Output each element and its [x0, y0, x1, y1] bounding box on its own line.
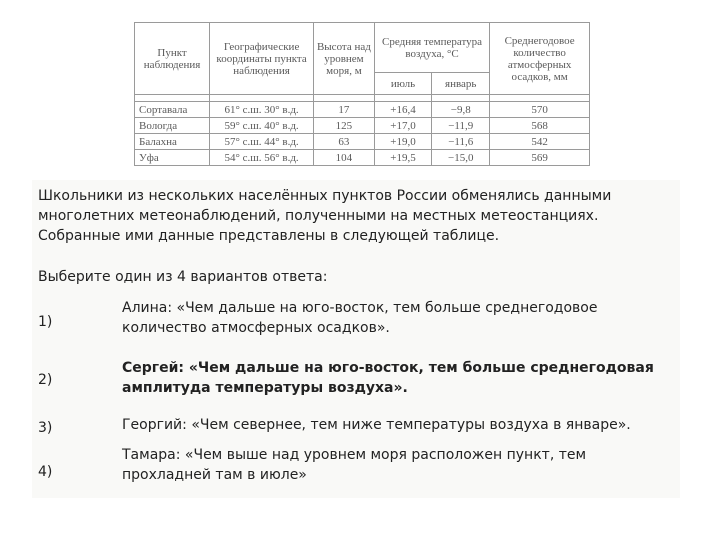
header-altitude: Высота над уровнем моря, м: [314, 23, 375, 95]
cell-july: +19,5: [374, 150, 431, 166]
cell-july: +19,0: [374, 134, 431, 150]
option-text: Алина: «Чем дальше на юго-восток, тем больше среднегодовое количество атмосферных осадков».: [122, 300, 598, 336]
cell-altitude: 104: [314, 150, 375, 166]
cell-precipitation: 568: [490, 118, 590, 134]
intro-text: Школьники из нескольких населённых пунктов России обменялись данными многолетних метеонаблюдений, полученными на местных метеостанциях. Собранные ими данные представлены в следующей таблице.: [38, 188, 612, 244]
option-text: Георгий: «Чем севернее, тем ниже температуры воздуха в январе».: [122, 417, 631, 433]
cell-january: −11,6: [432, 134, 490, 150]
header-july: июль: [374, 73, 431, 95]
cell-coords: 59° с.ш. 40° в.д.: [210, 118, 314, 134]
cell-station: Балахна: [135, 134, 210, 150]
header-january: январь: [432, 73, 490, 95]
cell-coords: 61° с.ш. 30° в.д.: [210, 102, 314, 118]
header-station: Пункт наблюдения: [135, 23, 210, 95]
option-number: 3): [38, 420, 53, 436]
cell-station: Уфа: [135, 150, 210, 166]
cell-coords: 57° с.ш. 44° в.д.: [210, 134, 314, 150]
cell-july: +17,0: [374, 118, 431, 134]
table-row: [135, 102, 590, 118]
cell-precipitation: 570: [490, 102, 590, 118]
header-coords: Географические координаты пункта наблюдения: [210, 23, 314, 95]
table-row: [135, 134, 590, 150]
cell-precipitation: 569: [490, 150, 590, 166]
table-row: [135, 118, 590, 134]
cell-station: Сортавала: [135, 102, 210, 118]
header-precipitation: Среднегодовое количество атмосферных осадков, мм: [490, 23, 590, 95]
option-text: Сергей: «Чем дальше на юго-восток, тем больше среднегодовая амплитуда температуры воздуха».: [122, 360, 654, 396]
cell-january: −15,0: [432, 150, 490, 166]
cell-july: +16,4: [374, 102, 431, 118]
table-row: [135, 150, 590, 166]
question-panel: [32, 180, 680, 498]
climate-table-container: [134, 22, 590, 166]
cell-altitude: 125: [314, 118, 375, 134]
cell-january: −9,8: [432, 102, 490, 118]
cell-station: Вологда: [135, 118, 210, 134]
option-number: 4): [38, 464, 53, 480]
option-text: Тамара: «Чем выше над уровнем моря расположен пункт, тем прохладней там в июле»: [122, 447, 587, 483]
cell-precipitation: 542: [490, 134, 590, 150]
answer-prompt: Выберите один из 4 вариантов ответа:: [38, 269, 328, 285]
climate-table: [134, 22, 590, 166]
option-number: 2): [38, 372, 53, 388]
header-temperature: Средняя температура воздуха, °С: [374, 23, 489, 73]
cell-altitude: 17: [314, 102, 375, 118]
option-number: 1): [38, 314, 53, 330]
cell-january: −11,9: [432, 118, 490, 134]
cell-coords: 54° с.ш. 56° в.д.: [210, 150, 314, 166]
cell-altitude: 63: [314, 134, 375, 150]
